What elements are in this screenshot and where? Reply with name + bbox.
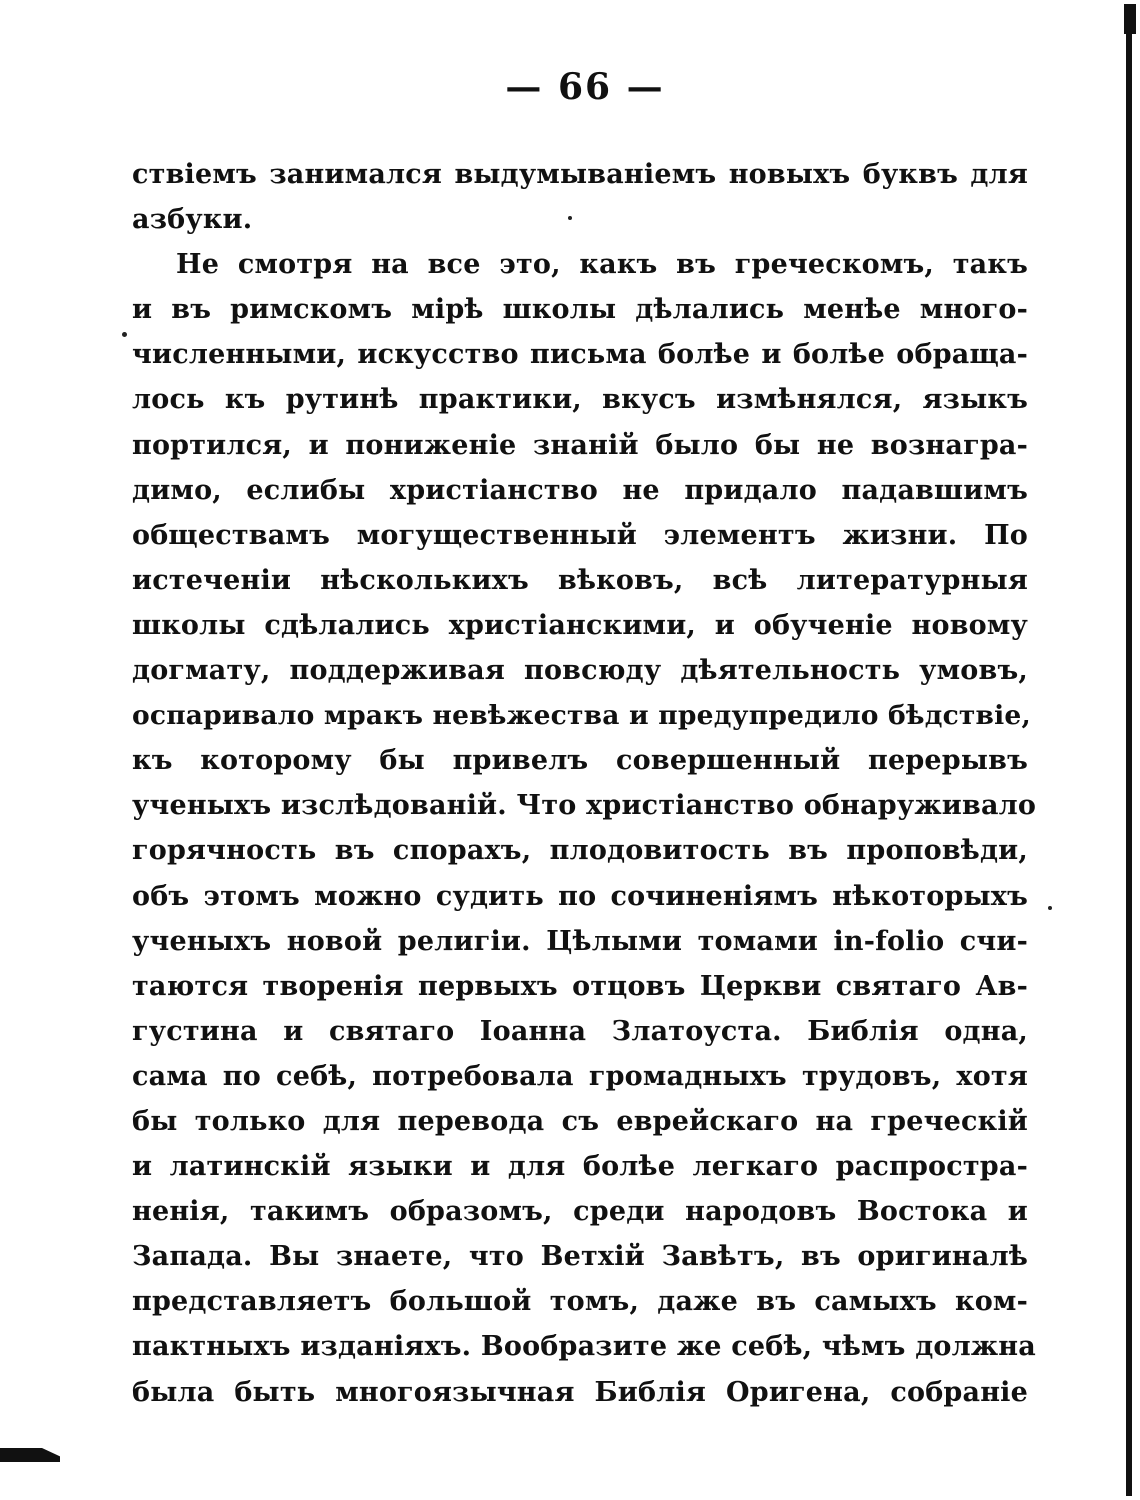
text-line: обществамъ могущественный элементъ жизни. По bbox=[132, 519, 1028, 551]
text-line: объ этомъ можно судить по сочиненіямъ нѣкоторыхъ bbox=[132, 880, 1028, 912]
text-line: численными, искусство письма болѣе и болѣе обраща- bbox=[132, 339, 1028, 371]
scan-edge-mark bbox=[1124, 4, 1136, 34]
text-line: представляетъ большой томъ, даже въ самыхъ ком- bbox=[132, 1286, 1028, 1318]
text-line: Запада. Вы знаете, что Ветхій Завѣтъ, въ оригиналѣ bbox=[132, 1241, 1028, 1273]
ink-speck bbox=[568, 216, 572, 220]
text-line: портился, и пониженіе знаній было бы не вознагра- bbox=[132, 429, 1028, 461]
text-line: лось къ рутинѣ практики, вкусъ измѣнялся, языкъ bbox=[132, 384, 1028, 416]
text-line: ученыхъ изслѣдованій. Что христіанство обнаруживало bbox=[132, 790, 1037, 822]
text-line: горячность въ спорахъ, плодовитость въ проповѣди, bbox=[132, 835, 1028, 867]
ink-speck bbox=[1048, 906, 1052, 910]
scan-edge-border bbox=[1126, 34, 1132, 1496]
text-line: ненія, такимъ образомъ, среди народовъ Востока и bbox=[132, 1196, 1028, 1228]
text-line: густина и святаго Іоанна Златоуста. Библія одна, bbox=[132, 1015, 1028, 1047]
text-line: и въ римскомъ мірѣ школы дѣлались менѣе много- bbox=[132, 294, 1028, 326]
text-line: была быть многоязычная Библія Оригена, собраніе bbox=[132, 1376, 1028, 1408]
text-line: сама по себѣ, потребовала громадныхъ трудовъ, хотя bbox=[132, 1060, 1028, 1092]
text-line: ствіемъ занимался выдумываніемъ новыхъ буквъ для bbox=[132, 159, 1028, 190]
text-line: таются творенія первыхъ отцовъ Церкви святаго Ав- bbox=[132, 970, 1028, 1002]
text-line: ученыхъ новой религіи. Цѣлыми томами in-folio счи- bbox=[132, 925, 1028, 957]
scan-edge-mark bbox=[0, 1448, 60, 1462]
text-line: догмату, поддерживая повсюду дѣятельность умовъ, bbox=[132, 655, 1028, 687]
text-line: оспаривало мракъ невѣжества и предупредило бѣдствіе, bbox=[132, 700, 1031, 732]
text-line: азбуки. bbox=[132, 204, 253, 236]
text-line: истеченіи нѣсколькихъ вѣковъ, всѣ литературныя bbox=[132, 564, 1028, 596]
text-line: димо, еслибы христіанство не придало падавшимъ bbox=[132, 474, 1028, 506]
body-text bbox=[132, 152, 1037, 1415]
text-line: бы только для перевода съ еврейскаго на греческій bbox=[132, 1105, 1028, 1137]
text-line: къ которому бы привелъ совершенный перерывъ bbox=[132, 745, 1028, 777]
text-line: школы сдѣлались христіанскими, и обученіе новому bbox=[132, 609, 1028, 641]
text-line: Не смотря на все это, какъ въ греческомъ, такъ bbox=[176, 249, 1028, 281]
ink-speck bbox=[122, 332, 127, 337]
page-number: — 66 — bbox=[505, 66, 665, 108]
text-line: пактныхъ изданіяхъ. Вообразите же себѣ, чѣмъ должна bbox=[132, 1331, 1036, 1363]
text-line: и латинскій языки и для болѣе легкаго распростра- bbox=[132, 1151, 1028, 1183]
